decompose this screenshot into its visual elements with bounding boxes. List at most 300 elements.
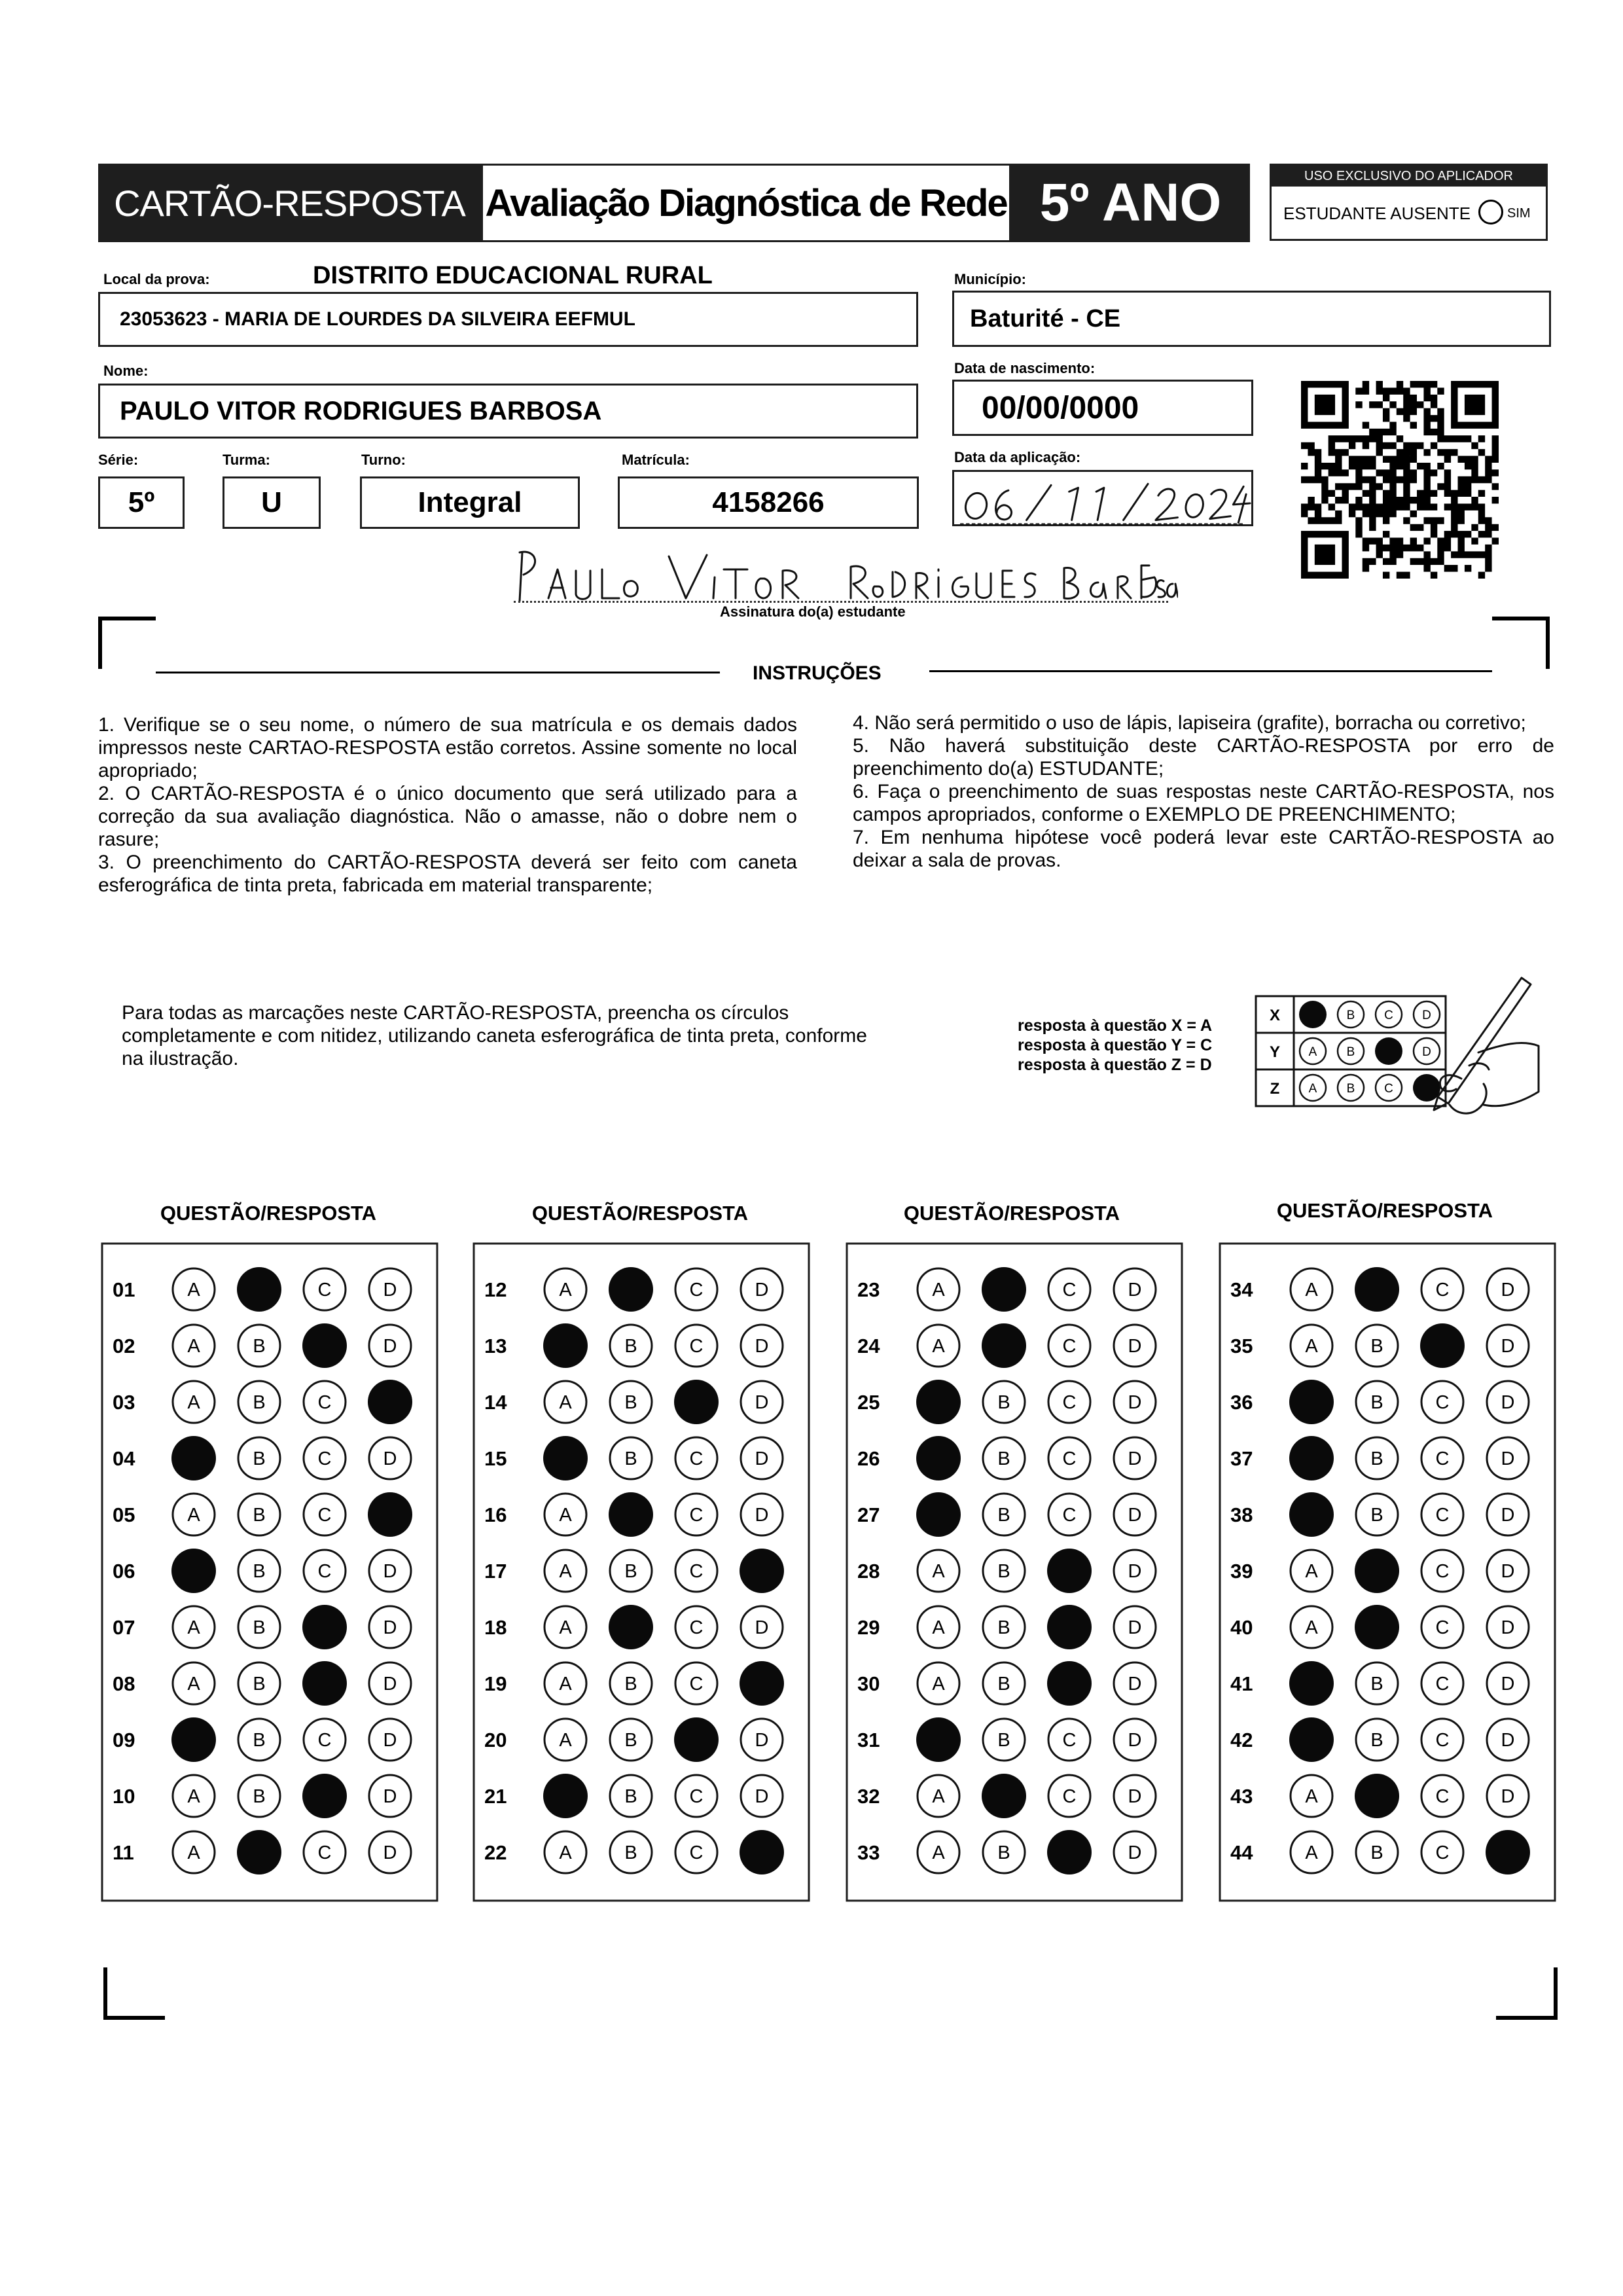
answer-bubble-d[interactable]	[741, 1494, 783, 1535]
answer-bubble-a[interactable]	[544, 1268, 586, 1310]
answer-bubble-b-filled[interactable]	[982, 1267, 1026, 1312]
answer-bubble-d[interactable]	[741, 1606, 783, 1648]
option-letter: A	[1308, 1082, 1317, 1096]
answer-bubble-d[interactable]	[1114, 1606, 1156, 1648]
answer-bubble-a[interactable]	[173, 1381, 215, 1423]
corner-mark-bottom-left	[103, 1967, 165, 2020]
option-letter: A	[932, 1786, 945, 1807]
answer-bubble-a[interactable]	[544, 1831, 586, 1873]
answer-bubble-c[interactable]	[304, 1381, 346, 1423]
option-letter: A	[1305, 1617, 1318, 1638]
answer-bubble-a[interactable]	[1291, 1550, 1332, 1592]
question-number: 26	[857, 1447, 880, 1470]
question-number: 41	[1230, 1672, 1253, 1695]
answer-bubble-b[interactable]	[1356, 1494, 1398, 1535]
answer-row	[113, 1717, 411, 1762]
answer-bubble-c-filled[interactable]	[1047, 1605, 1092, 1649]
question-number: 22	[484, 1841, 507, 1864]
question-number: 35	[1230, 1335, 1253, 1357]
local-label: Local da prova:	[103, 271, 210, 287]
answer-bubble-c[interactable]	[1421, 1268, 1463, 1310]
answer-bubble-d[interactable]	[1114, 1494, 1156, 1535]
answer-bubble-d[interactable]	[369, 1719, 411, 1761]
answer-bubble-d[interactable]	[1487, 1606, 1529, 1648]
option-letter: B	[253, 1730, 266, 1751]
option-letter: A	[187, 1674, 200, 1695]
option-letter: A	[932, 1336, 945, 1357]
applicator-box-title: USO EXCLUSIVO DO APLICADOR	[1272, 166, 1546, 187]
question-number: 42	[1230, 1729, 1253, 1751]
question-number: 20	[484, 1729, 507, 1751]
answer-bubble-a[interactable]	[1291, 1831, 1332, 1873]
answer-bubble-d[interactable]	[741, 1437, 783, 1479]
answer-bubble-c[interactable]	[675, 1325, 717, 1367]
answer-bubble-b[interactable]	[238, 1550, 280, 1592]
answer-bubble-b[interactable]	[1356, 1831, 1398, 1873]
answer-bubble-d[interactable]	[1487, 1662, 1529, 1704]
answer-bubble-c[interactable]	[1048, 1381, 1090, 1423]
question-number: 15	[484, 1447, 507, 1470]
answer-bubble-b[interactable]	[983, 1719, 1025, 1761]
answer-bubble-a-filled[interactable]	[1289, 1436, 1334, 1480]
question-number: 05	[113, 1503, 135, 1526]
signature-label: Assinatura do(a) estudante	[720, 603, 906, 620]
answer-bubble-d[interactable]	[369, 1831, 411, 1873]
option-letter: C	[689, 1842, 704, 1863]
answer-bubble-a[interactable]	[544, 1494, 586, 1535]
card-title: CARTÃO-RESPOSTA	[98, 164, 481, 242]
answer-bubble-c[interactable]	[675, 1831, 717, 1873]
answer-bubble-d[interactable]	[1114, 1381, 1156, 1423]
answer-row	[113, 1267, 411, 1312]
answer-bubble-a-filled[interactable]	[1289, 1492, 1334, 1537]
option-letter: C	[1384, 1082, 1393, 1096]
answer-bubble-b[interactable]	[238, 1719, 280, 1761]
nome-field	[98, 384, 918, 439]
example-bubble-filled	[1375, 1037, 1402, 1065]
answer-bubble-d[interactable]	[1487, 1268, 1529, 1310]
option-letter: A	[1305, 1336, 1318, 1357]
answer-bubble-b[interactable]	[238, 1494, 280, 1535]
question-number: 21	[484, 1785, 507, 1808]
municipio-label: Município:	[954, 271, 1026, 287]
answer-row	[1230, 1436, 1529, 1480]
answer-bubble-c[interactable]	[1421, 1606, 1463, 1648]
option-letter: D	[1501, 1786, 1515, 1807]
answer-bubble-d[interactable]	[1114, 1268, 1156, 1310]
answer-bubble-c[interactable]	[1421, 1381, 1463, 1423]
option-letter: A	[187, 1336, 200, 1357]
question-number: 36	[1230, 1391, 1253, 1414]
answer-bubble-d[interactable]	[1114, 1831, 1156, 1873]
answer-bubble-b[interactable]	[238, 1662, 280, 1704]
answer-bubble-a[interactable]	[918, 1662, 959, 1704]
option-letter: D	[755, 1505, 769, 1526]
instruction-item: 4. Não será permitido o uso de lápis, lapiseira (grafite), borracha ou corretivo;	[853, 712, 1526, 734]
instruction-item: 5. Não haverá substituição deste CARTÃO-RESPOSTA por erro de preenchimento do(a) ESTUDANTE;	[853, 735, 1554, 780]
answer-bubble-b-filled[interactable]	[982, 1774, 1026, 1818]
answer-bubble-d[interactable]	[1487, 1550, 1529, 1592]
answer-bubble-c-filled[interactable]	[302, 1605, 347, 1649]
option-letter: B	[253, 1674, 266, 1695]
answer-bubble-b[interactable]	[983, 1662, 1025, 1704]
answer-bubble-c[interactable]	[675, 1268, 717, 1310]
answer-bubble-c[interactable]	[1048, 1775, 1090, 1817]
option-letter: C	[1062, 1336, 1077, 1357]
answer-bubble-d[interactable]	[1487, 1775, 1529, 1817]
answer-bubble-d[interactable]	[1114, 1719, 1156, 1761]
answer-bubble-c[interactable]	[304, 1437, 346, 1479]
answer-bubble-d[interactable]	[369, 1606, 411, 1648]
answer-bubble-b[interactable]	[238, 1775, 280, 1817]
option-letter: C	[689, 1280, 704, 1300]
answer-bubble-a[interactable]	[173, 1662, 215, 1704]
answer-bubble-b[interactable]	[983, 1381, 1025, 1423]
answer-bubble-a[interactable]	[173, 1268, 215, 1310]
answer-bubble-c-filled[interactable]	[1047, 1549, 1092, 1593]
answer-bubble-b[interactable]	[610, 1831, 652, 1873]
answer-bubble-a[interactable]	[544, 1550, 586, 1592]
answer-bubble-b[interactable]	[610, 1437, 652, 1479]
absent-bubble[interactable]	[1478, 200, 1503, 224]
answer-row	[113, 1661, 411, 1706]
answer-bubble-b[interactable]	[983, 1831, 1025, 1873]
answer-bubble-b-filled[interactable]	[609, 1492, 653, 1537]
answer-bubble-a-filled[interactable]	[171, 1436, 216, 1480]
answer-bubble-a-filled[interactable]	[916, 1717, 961, 1762]
answer-bubble-a[interactable]	[918, 1775, 959, 1817]
answer-bubble-a-filled[interactable]	[171, 1717, 216, 1762]
answer-bubble-d[interactable]	[741, 1775, 783, 1817]
answer-bubble-b[interactable]	[1356, 1662, 1398, 1704]
answer-row	[484, 1774, 783, 1818]
answer-bubble-d-filled[interactable]	[1486, 1830, 1530, 1874]
option-letter: B	[253, 1336, 266, 1357]
option-letter: A	[932, 1842, 945, 1863]
option-letter: C	[317, 1561, 332, 1582]
answer-bubble-a-filled[interactable]	[1289, 1661, 1334, 1706]
answer-bubble-b[interactable]	[238, 1381, 280, 1423]
option-letter: A	[559, 1730, 572, 1751]
option-letter: B	[1370, 1392, 1383, 1413]
answer-row	[1230, 1717, 1529, 1762]
answer-bubble-c-filled[interactable]	[1047, 1830, 1092, 1874]
aplicacao-label: Data da aplicação:	[954, 449, 1081, 465]
question-number: 10	[113, 1785, 135, 1808]
turma-value: U	[261, 486, 282, 518]
answer-bubble-b-filled[interactable]	[1355, 1267, 1399, 1312]
question-number: 14	[484, 1391, 507, 1414]
answer-bubble-b[interactable]	[610, 1662, 652, 1704]
answer-grid-3	[846, 1242, 1186, 1903]
answer-bubble-c[interactable]	[304, 1268, 346, 1310]
answer-bubble-c[interactable]	[1048, 1494, 1090, 1535]
option-letter: D	[1128, 1561, 1142, 1582]
answer-bubble-a[interactable]	[918, 1325, 959, 1367]
answer-row	[484, 1436, 783, 1480]
answer-bubble-d[interactable]	[1114, 1775, 1156, 1817]
option-letter: D	[383, 1448, 397, 1469]
option-letter: D	[1422, 1009, 1431, 1022]
answer-bubble-c[interactable]	[675, 1606, 717, 1648]
answer-bubble-c[interactable]	[1421, 1775, 1463, 1817]
answer-bubble-b-filled[interactable]	[609, 1605, 653, 1649]
answer-bubble-b[interactable]	[610, 1719, 652, 1761]
answer-bubble-c-filled[interactable]	[302, 1774, 347, 1818]
option-letter: A	[559, 1392, 572, 1413]
answer-bubble-b[interactable]	[238, 1606, 280, 1648]
answer-bubble-b[interactable]	[238, 1437, 280, 1479]
absent-label: ESTUDANTE AUSENTE	[1283, 204, 1471, 223]
option-letter: D	[1128, 1786, 1142, 1807]
answer-bubble-b[interactable]	[610, 1325, 652, 1367]
question-number: 08	[113, 1672, 135, 1695]
answer-bubble-a-filled[interactable]	[543, 1774, 588, 1818]
option-letter: B	[997, 1505, 1010, 1526]
answer-bubble-d[interactable]	[1487, 1381, 1529, 1423]
answer-bubble-b[interactable]	[1356, 1381, 1398, 1423]
option-letter: C	[689, 1561, 704, 1582]
answer-bubble-c[interactable]	[675, 1437, 717, 1479]
answer-row	[1230, 1774, 1529, 1818]
answer-bubble-b[interactable]	[238, 1325, 280, 1367]
answer-bubble-c-filled[interactable]	[1047, 1661, 1092, 1706]
answer-bubble-a[interactable]	[918, 1831, 959, 1873]
answer-bubble-d-filled[interactable]	[740, 1830, 784, 1874]
answer-bubble-c[interactable]	[1048, 1325, 1090, 1367]
answer-bubble-c[interactable]	[304, 1550, 346, 1592]
option-letter: B	[253, 1448, 266, 1469]
answer-bubble-d[interactable]	[1114, 1550, 1156, 1592]
answer-bubble-c-filled[interactable]	[674, 1380, 719, 1424]
instructions-rule-right	[929, 670, 1492, 672]
answer-bubble-a[interactable]	[1291, 1606, 1332, 1648]
municipio-field	[952, 291, 1551, 347]
question-number: 18	[484, 1616, 507, 1639]
answer-row	[857, 1380, 1156, 1424]
answer-bubble-b[interactable]	[983, 1494, 1025, 1535]
answer-row	[1230, 1267, 1529, 1312]
qr-code	[1301, 381, 1499, 579]
answer-bubble-d[interactable]	[1487, 1719, 1529, 1761]
instructions-right	[853, 711, 1554, 872]
answer-bubble-b[interactable]	[610, 1381, 652, 1423]
question-number: 01	[113, 1278, 135, 1301]
answer-bubble-c[interactable]	[1421, 1494, 1463, 1535]
instruction-item: 7. Em nenhuma hipótese você poderá levar este CARTÃO-RESPOSTA ao deixar a sala de provas.	[853, 827, 1554, 871]
filling-example	[1253, 974, 1541, 1144]
answer-bubble-c[interactable]	[1421, 1719, 1463, 1761]
answer-bubble-c[interactable]	[675, 1775, 717, 1817]
answer-bubble-d[interactable]	[1114, 1662, 1156, 1704]
option-letter: C	[689, 1617, 704, 1638]
answer-bubble-d[interactable]	[369, 1775, 411, 1817]
answer-bubble-d[interactable]	[369, 1662, 411, 1704]
answer-bubble-c[interactable]	[1421, 1662, 1463, 1704]
question-number: 28	[857, 1560, 880, 1583]
option-letter: B	[1370, 1448, 1383, 1469]
answer-bubble-b-filled[interactable]	[982, 1323, 1026, 1368]
answer-grid-2	[473, 1242, 813, 1903]
answer-bubble-b-filled[interactable]	[1355, 1774, 1399, 1818]
answer-bubble-a[interactable]	[918, 1268, 959, 1310]
answer-bubble-a[interactable]	[173, 1831, 215, 1873]
illustration-text: Para todas as marcações neste CARTÃO-RESPOSTA, preencha os círculos completamente e com nitidez, utilizando caneta esferográfica de tinta preta, conforme na ilustração.	[122, 1002, 867, 1069]
option-letter: B	[1370, 1730, 1383, 1751]
answer-bubble-d-filled[interactable]	[740, 1661, 784, 1706]
option-letter: B	[253, 1561, 266, 1582]
question-number: 44	[1230, 1841, 1253, 1864]
answer-bubble-b-filled[interactable]	[1355, 1549, 1399, 1593]
answer-bubble-c[interactable]	[304, 1831, 346, 1873]
answer-bubble-d-filled[interactable]	[740, 1549, 784, 1593]
answer-bubble-c-filled[interactable]	[302, 1323, 347, 1368]
answer-bubble-a[interactable]	[544, 1719, 586, 1761]
option-letter: B	[997, 1842, 1010, 1863]
answer-bubble-b[interactable]	[610, 1550, 652, 1592]
question-number: 34	[1230, 1278, 1253, 1301]
applicator-box	[1270, 164, 1548, 241]
answer-bubble-a[interactable]	[173, 1606, 215, 1648]
answer-bubble-b[interactable]	[1356, 1719, 1398, 1761]
option-letter: C	[1435, 1280, 1450, 1300]
answer-column-title: QUESTÃO/RESPOSTA	[903, 1202, 1120, 1225]
answer-bubble-a[interactable]	[918, 1550, 959, 1592]
answer-bubble-c[interactable]	[1421, 1437, 1463, 1479]
answer-bubble-d[interactable]	[369, 1550, 411, 1592]
answer-bubble-c-filled[interactable]	[674, 1717, 719, 1762]
answer-row	[484, 1605, 783, 1649]
answer-bubble-b[interactable]	[983, 1437, 1025, 1479]
answer-bubble-d[interactable]	[369, 1437, 411, 1479]
answer-bubble-a-filled[interactable]	[543, 1323, 588, 1368]
turno-label: Turno:	[361, 452, 406, 468]
question-number: 23	[857, 1278, 880, 1301]
answer-bubble-a[interactable]	[544, 1381, 586, 1423]
answer-bubble-a-filled[interactable]	[171, 1549, 216, 1593]
answer-row	[484, 1267, 783, 1312]
answer-bubble-a[interactable]	[544, 1606, 586, 1648]
answer-bubble-a-filled[interactable]	[916, 1436, 961, 1480]
example-answer: resposta à questão Z = D	[1018, 1056, 1212, 1074]
answer-bubble-d[interactable]	[1487, 1437, 1529, 1479]
answer-bubble-a[interactable]	[918, 1606, 959, 1648]
question-number: 24	[857, 1335, 880, 1357]
answer-bubble-d-filled[interactable]	[368, 1492, 412, 1537]
answer-bubble-a[interactable]	[544, 1662, 586, 1704]
answer-bubble-c[interactable]	[675, 1550, 717, 1592]
answer-bubble-c-filled[interactable]	[1420, 1323, 1465, 1368]
answer-bubble-b-filled[interactable]	[237, 1830, 281, 1874]
question-number: 17	[484, 1560, 507, 1583]
answer-bubble-d[interactable]	[741, 1719, 783, 1761]
hand-with-pen-icon	[1434, 978, 1539, 1113]
answer-bubble-d[interactable]	[741, 1325, 783, 1367]
answer-bubble-c[interactable]	[675, 1662, 717, 1704]
answer-bubble-c[interactable]	[304, 1719, 346, 1761]
answer-bubble-c[interactable]	[1421, 1550, 1463, 1592]
answer-bubble-d[interactable]	[369, 1325, 411, 1367]
answer-bubble-a[interactable]	[173, 1325, 215, 1367]
answer-bubble-a[interactable]	[1291, 1325, 1332, 1367]
option-letter: A	[932, 1674, 945, 1695]
answer-bubble-a[interactable]	[173, 1775, 215, 1817]
answer-row	[857, 1323, 1156, 1368]
option-letter: C	[689, 1336, 704, 1357]
option-letter: D	[755, 1730, 769, 1751]
answer-bubble-a[interactable]	[173, 1494, 215, 1535]
option-letter: A	[559, 1505, 572, 1526]
answer-bubble-d-filled[interactable]	[368, 1380, 412, 1424]
option-letter: A	[1308, 1045, 1317, 1059]
option-letter: D	[1501, 1448, 1515, 1469]
example-answers	[1018, 1016, 1212, 1075]
answer-bubble-a-filled[interactable]	[543, 1436, 588, 1480]
answer-bubble-d[interactable]	[741, 1268, 783, 1310]
answer-bubble-c[interactable]	[1048, 1268, 1090, 1310]
answer-bubble-c-filled[interactable]	[302, 1661, 347, 1706]
example-bubble-filled	[1413, 1074, 1440, 1102]
answer-bubble-d[interactable]	[369, 1268, 411, 1310]
answer-bubble-b[interactable]	[983, 1606, 1025, 1648]
answer-bubble-b-filled[interactable]	[609, 1267, 653, 1312]
instructions-title: INSTRUÇÕES	[753, 662, 882, 684]
answer-bubble-b[interactable]	[983, 1550, 1025, 1592]
matricula-field	[618, 476, 919, 529]
example-answer: resposta à questão Y = C	[1018, 1036, 1213, 1054]
option-letter: D	[383, 1336, 397, 1357]
answer-bubble-b[interactable]	[610, 1775, 652, 1817]
answer-bubble-d[interactable]	[1114, 1325, 1156, 1367]
answer-bubble-a-filled[interactable]	[916, 1492, 961, 1537]
answer-bubble-c[interactable]	[1421, 1831, 1463, 1873]
answer-bubble-c[interactable]	[304, 1494, 346, 1535]
answer-bubble-d[interactable]	[741, 1381, 783, 1423]
answer-bubble-d[interactable]	[1487, 1494, 1529, 1535]
answer-bubble-b[interactable]	[1356, 1325, 1398, 1367]
answer-bubble-b-filled[interactable]	[237, 1267, 281, 1312]
instruction-item: 3. O preenchimento do CARTÃO-RESPOSTA deverá ser feito com caneta esferográfica de tinta preta, fabricada em material transparente;	[98, 852, 797, 896]
answer-row	[857, 1774, 1156, 1818]
answer-bubble-c[interactable]	[675, 1494, 717, 1535]
answer-bubble-a-filled[interactable]	[1289, 1380, 1334, 1424]
example-question-letter: Z	[1270, 1080, 1280, 1098]
answer-bubble-c[interactable]	[1048, 1437, 1090, 1479]
answer-column-title: QUESTÃO/RESPOSTA	[160, 1202, 377, 1225]
option-letter: B	[253, 1505, 266, 1526]
answer-bubble-a-filled[interactable]	[916, 1380, 961, 1424]
option-letter: C	[689, 1505, 704, 1526]
answer-bubble-d[interactable]	[1114, 1437, 1156, 1479]
option-letter: C	[317, 1505, 332, 1526]
answer-bubble-b-filled[interactable]	[1355, 1605, 1399, 1649]
answer-bubble-c[interactable]	[1048, 1719, 1090, 1761]
serie-label: Série:	[98, 452, 139, 468]
answer-bubble-a-filled[interactable]	[1289, 1717, 1334, 1762]
option-letter: B	[1370, 1674, 1383, 1695]
answer-row	[113, 1436, 411, 1480]
option-letter: C	[317, 1842, 332, 1863]
answer-bubble-b[interactable]	[1356, 1437, 1398, 1479]
answer-bubble-d[interactable]	[1487, 1325, 1529, 1367]
answer-bubble-a[interactable]	[1291, 1775, 1332, 1817]
option-letter: B	[624, 1842, 637, 1863]
option-letter: D	[1422, 1045, 1431, 1059]
option-letter: A	[187, 1280, 200, 1300]
answer-row	[1230, 1830, 1530, 1874]
answer-bubble-a[interactable]	[1291, 1268, 1332, 1310]
option-letter: C	[1435, 1617, 1450, 1638]
